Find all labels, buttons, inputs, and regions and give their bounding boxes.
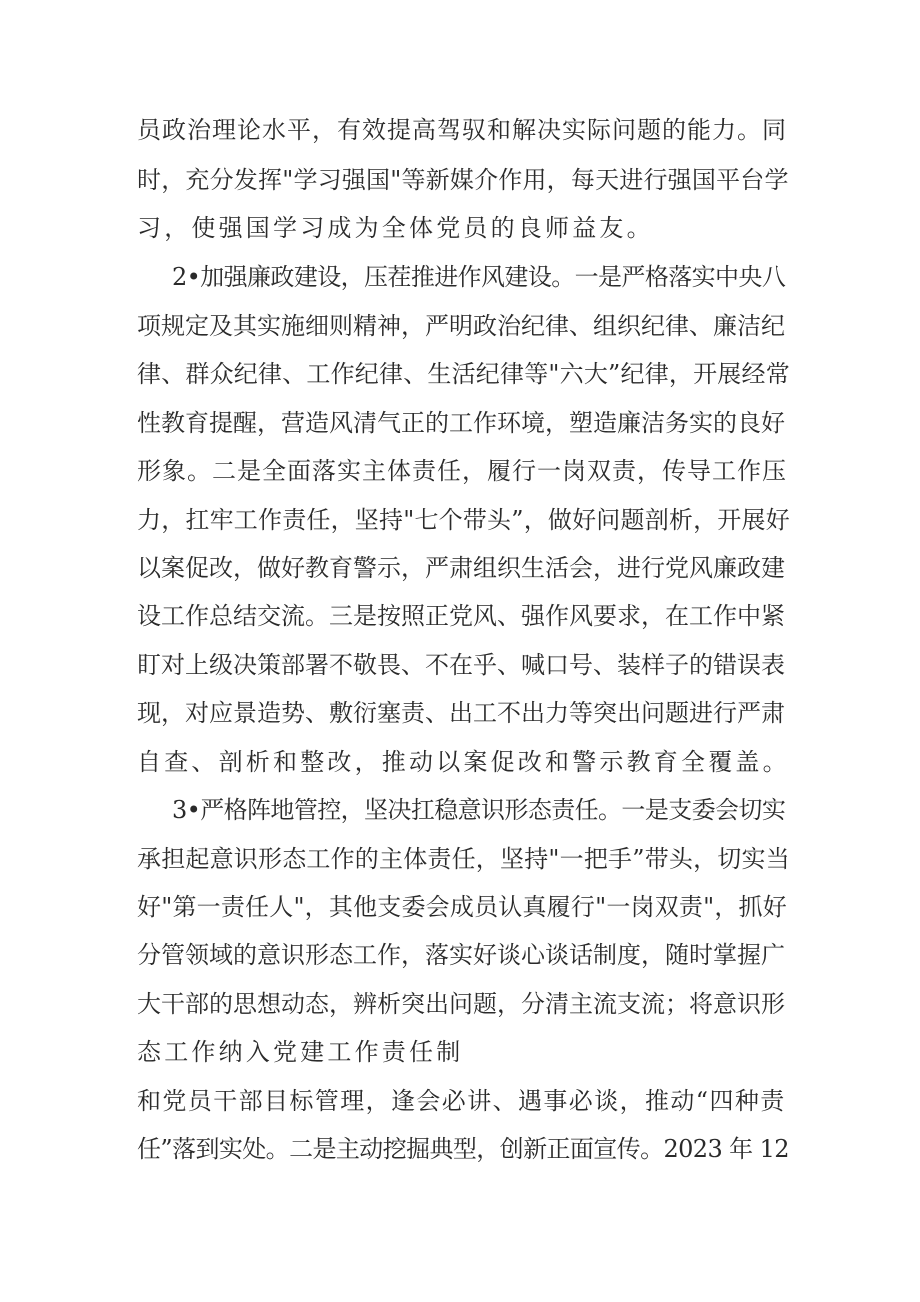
text-line: 分管领域的意识形态工作，落实好谈心谈话制度，随时掌握广 bbox=[137, 941, 785, 969]
text-line: 现，对应景造势、敷衍塞责、出工不出力等突出问题进行严肃 bbox=[137, 699, 785, 727]
text-line: 习，使强国学习成为全体党员的良师益友。 bbox=[137, 214, 654, 242]
paragraph-3-first-line: 3•严格阵地管控，坚决扛稳意识形态责任。一是支委会切实 bbox=[172, 796, 786, 824]
paragraph-2-first-line: 2•加强廉政建设，压茬推进作风建设。一是严格落实中央八 bbox=[172, 263, 786, 291]
text-line: 好"第一责任人"，其他支委会成员认真履行"一岗双责"，抓好 bbox=[137, 893, 787, 921]
text-line: 任”落到实处。二是主动挖掘典型，创新正面宣传。2023 年 12 bbox=[137, 1135, 789, 1163]
text-line: 以案促改，做好教育警示，严肃组织生活会，进行党风廉政建 bbox=[137, 554, 785, 582]
text-line: 承担起意识形态工作的主体责任，坚持"一把手”带头，切实当 bbox=[137, 845, 790, 873]
text-line: 性教育提醒，营造风清气正的工作环境，塑造廉洁务实的良好 bbox=[137, 409, 785, 437]
text-line: 形象。二是全面落实主体责任，履行一岗双责，传导工作压 bbox=[137, 457, 787, 485]
text-line: 大干部的思想动态，辨析突出问题，分清主流支流；将意识形 bbox=[137, 990, 785, 1018]
text-line: 员政治理论水平，有效提高驾驭和解决实际问题的能力。同 bbox=[137, 116, 787, 144]
text-line: 时，充分发挥"学习强国"等新媒介作用，每天进行强国平台学 bbox=[137, 166, 789, 194]
text-line: 盯对上级决策部署不敬畏、不在乎、喊口号、装样子的错误表 bbox=[137, 651, 785, 679]
text-line: 律、群众纪律、工作纪律、生活纪律等"六大”纪律，开展经常 bbox=[137, 360, 790, 388]
text-line: 态工作纳入党建工作责任制 bbox=[137, 1038, 464, 1066]
text-line: 项规定及其实施细则精神，严明政治纪律、组织纪律、廉洁纪 bbox=[137, 312, 785, 340]
text-line: 设工作总结交流。三是按照正党风、强作风要求，在工作中紧 bbox=[137, 602, 785, 630]
text-line: 自查、剖析和整改，推动以案促改和警示教育全覆盖。 bbox=[137, 748, 790, 776]
text-line: 力，扛牢工作责任，坚持"七个带头”，做好问题剖析，开展好 bbox=[137, 506, 790, 534]
text-line: 和党员干部目标管理，逢会必讲、遇事必谈，推动“四种责 bbox=[137, 1087, 786, 1115]
